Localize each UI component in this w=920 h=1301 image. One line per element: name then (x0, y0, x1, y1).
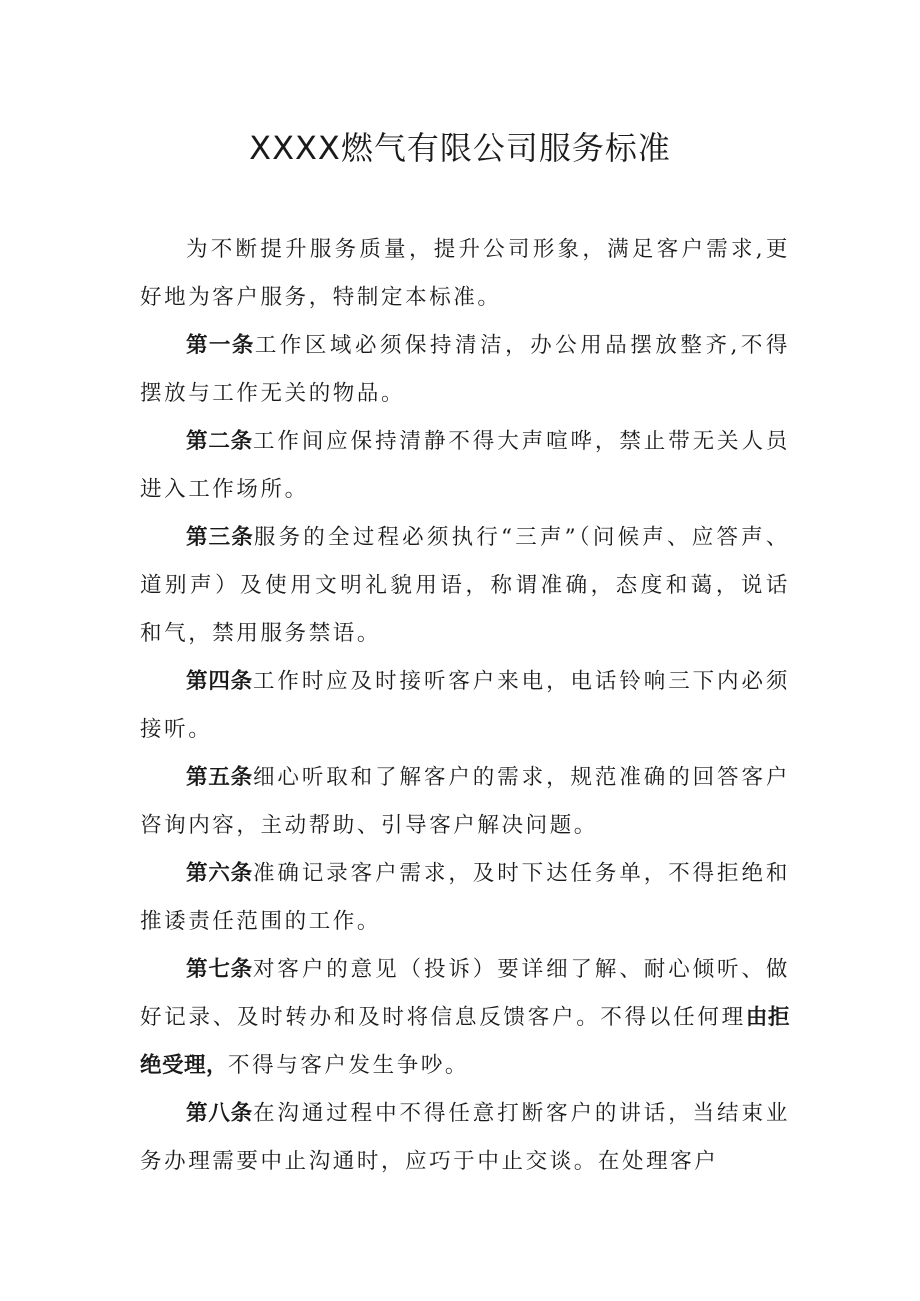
article-label: 第三条 (186, 525, 254, 550)
intro-paragraph: 为不断提升服务质量，提升公司形象，满足客户需求,更好地为客户服务，特制定本标准。 (140, 237, 790, 310)
article-text: 工作时应及时接听客户来电，电话铃响三下内必须接听。 (140, 669, 790, 742)
article-text-after: 不得与客户发生争吵。 (228, 1053, 470, 1078)
document-title: XXXX燃气有限公司服务标准 (249, 129, 671, 167)
article-3 (140, 514, 790, 658)
article-5 (140, 754, 790, 850)
article-label: 第八条 (186, 1101, 253, 1126)
article-text: 在沟通过程中不得任意打断客户的讲话，当结束业务办理需要中止沟通时，应巧于中止交谈。在处理客户 (140, 1101, 790, 1174)
article-label: 第四条 (186, 669, 253, 694)
article-8 (140, 1090, 790, 1186)
article-1 (140, 322, 790, 418)
article-bold-text: 由拒绝受理， (140, 1005, 790, 1078)
article-6 (140, 850, 790, 946)
document-body (140, 226, 790, 1186)
article-text: 准确记录客户需求，及时下达任务单，不得拒绝和推诿责任范围的工作。 (140, 861, 790, 934)
article-2 (140, 418, 790, 514)
article-label: 第一条 (186, 333, 255, 358)
article-label: 第七条 (186, 957, 253, 982)
article-4 (140, 658, 790, 754)
article-text: 对客户的意见（投诉）要详细了解、耐心倾听、做好记录、及时转办和及时将信息反馈客户。不得以任何理 (140, 957, 790, 1030)
article-text: 工作间应保持清静不得大声喧哗，禁止带无关人员进入工作场所。 (140, 429, 790, 502)
article-7 (140, 946, 790, 1090)
article-label: 第五条 (186, 765, 253, 790)
article-label: 第六条 (186, 861, 253, 886)
article-text: 服务的全过程必须执行“三声”（问候声、应答声、道别声）及使用文明礼貌用语，称谓准确，态度和蔼，说话和气，禁用服务禁语。 (140, 525, 790, 646)
article-label: 第二条 (186, 429, 253, 454)
article-text: 工作区域必须保持清洁，办公用品摆放整齐,不得摆放与工作无关的物品。 (140, 333, 790, 406)
article-text: 细心听取和了解客户的需求，规范准确的回答客户咨询内容，主动帮助、引导客户解决问题。 (140, 765, 790, 838)
